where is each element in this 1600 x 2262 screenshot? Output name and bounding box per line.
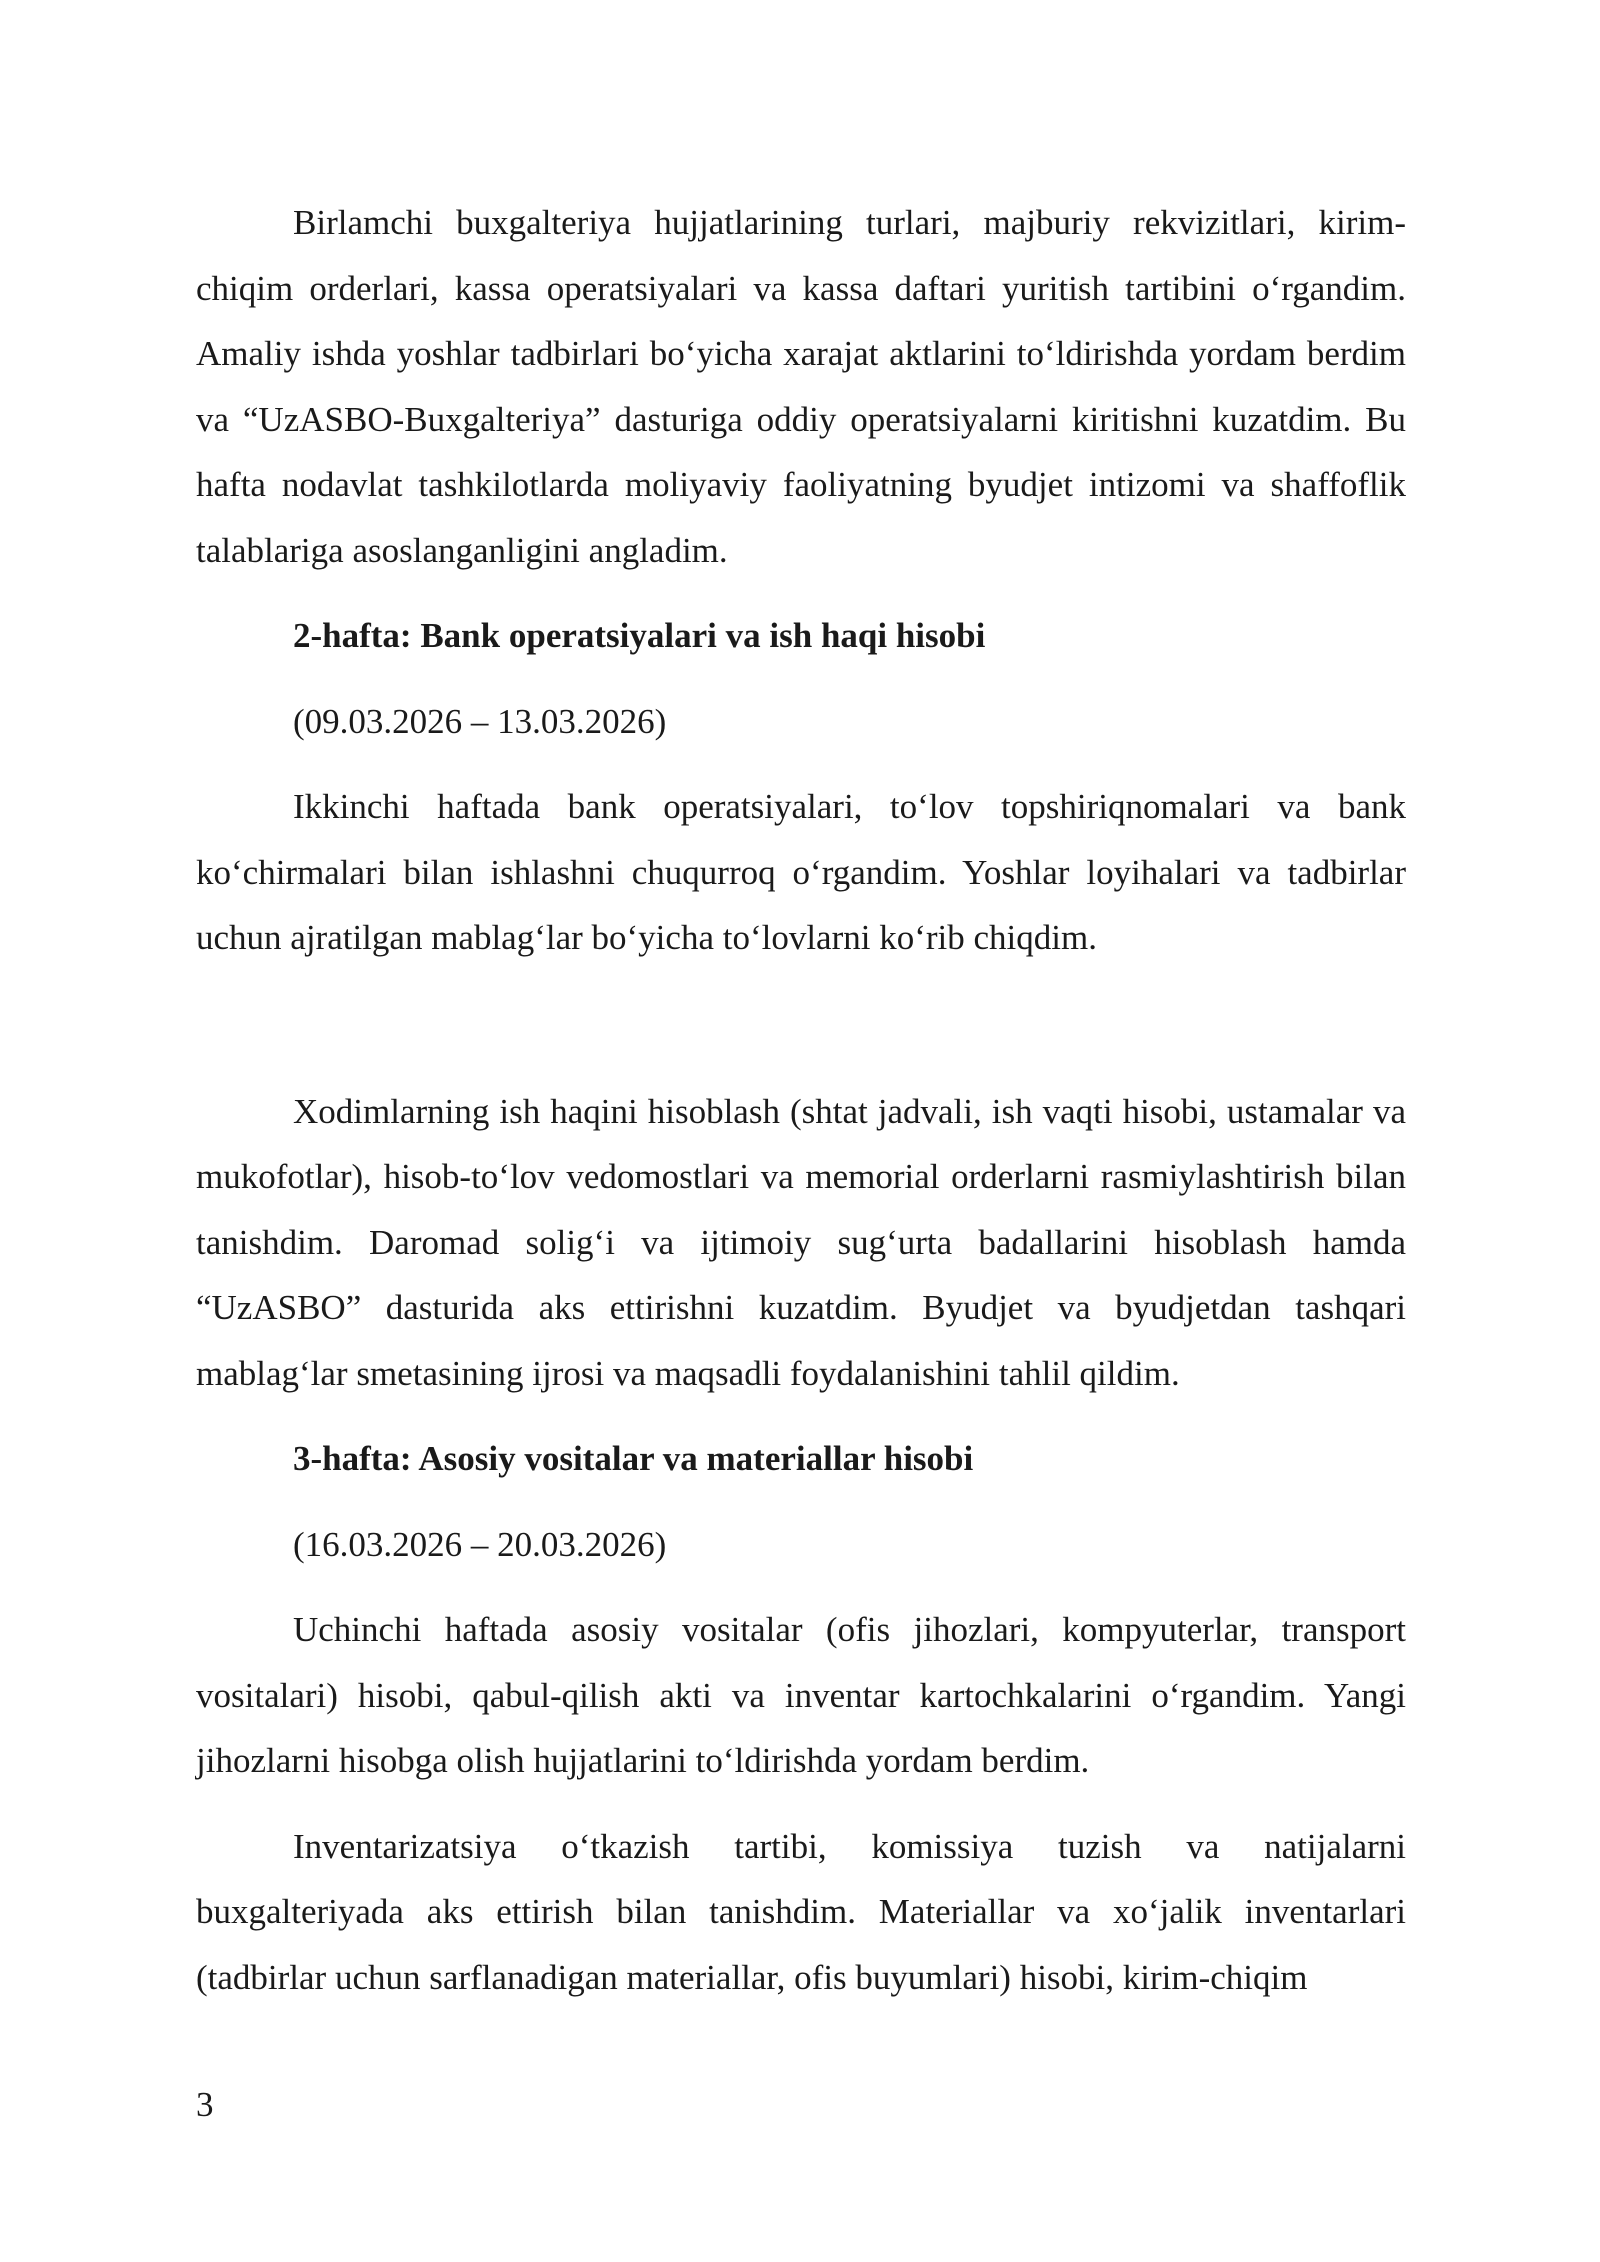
paragraph-week3-inventory: Inventarizatsiya o‘tkazish tartibi, komissiya tuzish va natijalarni buxgalteriyada aks ettirish bilan tanishdim. Materiallar va xo‘jalik inventarlari (tadbirlar uchun sarflanadigan materiallar, ofis buyumlari) hisobi, kirim-chiqim	[196, 1826, 1406, 1997]
paragraph-week2-bank: Ikkinchi haftada bank operatsiyalari, to‘lov topshiriqnomalari va bank ko‘chirmalari bilan ishlashni chuqurroq o‘rgandim. Yoshlar loyihalari va tadbirlar uchun ajratilgan mablag‘lar bo‘yicha to‘lovlarni ko‘rib chiqdim.	[196, 787, 1406, 957]
page-number: 3	[196, 2085, 214, 2124]
paragraph-week2-salary: Xodimlarning ish haqini hisoblash (shtat jadvali, ish vaqti hisobi, ustamalar va mukofotlar), hisob-to‘lov vedomostlari va memorial orderlarni rasmiylashtirish bilan tanishdim. Daromad solig‘i va ijtimoiy sug‘urta badallarini hisoblash hamda “UzASBO” dasturida aks ettirishni kuzatdim. Byudjet va byudjetdan tashqari mablag‘lar smetasining ijrosi va maqsadli foydalanishini tahlil qildim.	[196, 1091, 1406, 1393]
section-heading-week2: 2-hafta: Bank operatsiyalari va ish haqi hisobi	[293, 616, 986, 655]
section-heading-week3: 3-hafta: Asosiy vositalar va materiallar hisobi	[293, 1439, 974, 1478]
paragraph-week3-assets: Uchinchi haftada asosiy vositalar (ofis jihozlari, kompyuterlar, transport vositalari) hisobi, qabul-qilish akti va inventar kartochkalarini o‘rgandim. Yangi jihozlarni hisobga olish hujjatlarini to‘ldirishda yordam berdim.	[196, 1610, 1406, 1780]
paragraph-week1-summary: Birlamchi buxgalteriya hujjatlarining turlari, majburiy rekvizitlari, kirim-chiqim orderlari, kassa operatsiyalari va kassa daftari yuritish tartibini o‘rgandim. Amaliy ishda yoshlar tadbirlari bo‘yicha xarajat aktlarini to‘ldirishda yordam berdim va “UzASBO-Buxgalteriya” dasturiga oddiy operatsiyalarni kiritishni kuzatdim. Bu hafta nodavlat tashkilotlarda moliyaviy faoliyatning byudjet intizomi va shaffoflik talablariga asoslanganligini angladim.	[196, 203, 1406, 570]
section-dates-week3: (16.03.2026 – 20.03.2026)	[293, 1524, 667, 1564]
document-page	[196, 190, 1406, 2010]
section-dates-week2: (09.03.2026 – 13.03.2026)	[293, 701, 667, 741]
